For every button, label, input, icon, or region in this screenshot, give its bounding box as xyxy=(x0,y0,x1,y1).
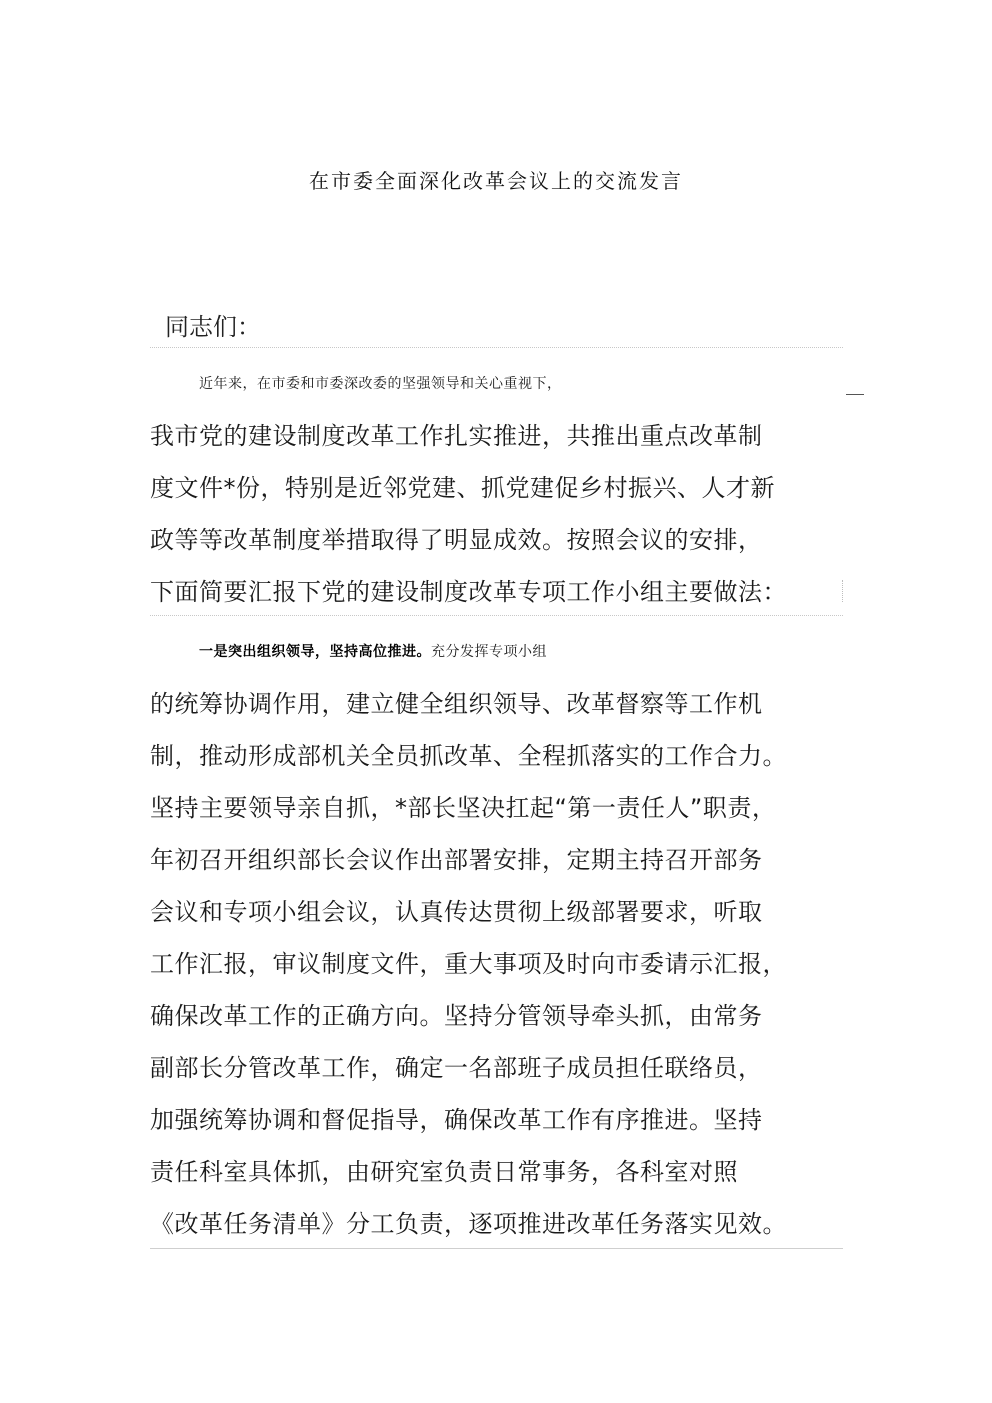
paragraph-2-line: 会议和专项小组会议，认真传达贯彻上级部署要求，听取 xyxy=(150,898,763,926)
paragraph-1-line: 政等等改革制度举措取得了明显成效。按照会议的安排， xyxy=(150,526,763,554)
paragraph-2-line: 坚持主要领导亲自抓，*部长坚决扛起“第一责任人”职责， xyxy=(150,794,777,822)
paragraph-1-line: 度文件*份，特别是近邻党建、抓党建促乡村振兴、人才新 xyxy=(150,474,775,502)
document-title: 在市委全面深化改革会议上的交流发言 xyxy=(309,169,683,193)
paragraph-1-line: 下面简要汇报下党的建设制度改革专项工作小组主要做法： xyxy=(150,578,787,606)
paragraph-2-lead: 一是突出组织领导，坚持高位推进。 xyxy=(199,644,431,660)
paragraph-2-line: 副部长分管改革工作，确定一名部班子成员担任联络员， xyxy=(150,1054,763,1082)
paragraph-1-line: 近年来，在市委和市委深改委的坚强领导和关心重视下， xyxy=(199,376,562,392)
paragraph-2-line: 确保改革工作的正确方向。坚持分管领导牵头抓，由常务 xyxy=(150,1002,763,1030)
paragraph-2-line: 工作汇报，审议制度文件，重大事项及时向市委请示汇报， xyxy=(150,950,787,978)
paragraph-2-line: 《改革任务清单》分工负责，逐项推进改革任务落实见效。 xyxy=(150,1210,787,1238)
paragraph-2-line: 责任科室具体抓，由研究室负责日常事务，各科室对照 xyxy=(150,1158,738,1186)
paragraph-1-line: 我市党的建设制度改革工作扎实推进，共推出重点改革制 xyxy=(150,422,763,450)
dotted-divider xyxy=(150,347,843,348)
paragraph-2-lead-rest: 充分发挥专项小组 xyxy=(431,644,547,660)
margin-tick xyxy=(842,580,843,602)
paragraph-2-line: 年初召开组织部长会议作出部署安排，定期主持召开部务 xyxy=(150,846,763,874)
greeting: 同志们： xyxy=(165,313,261,341)
dotted-divider xyxy=(150,615,843,616)
bottom-divider xyxy=(150,1248,843,1249)
paragraph-2-line: 制，推动形成部机关全员抓改革、全程抓落实的工作合力。 xyxy=(150,742,787,770)
paragraph-2-first-line xyxy=(199,632,899,672)
paragraph-2-line: 的统筹协调作用，建立健全组织领导、改革督察等工作机 xyxy=(150,690,763,718)
paragraph-2-line: 加强统筹协调和督促指导，确保改革工作有序推进。坚持 xyxy=(150,1106,763,1134)
underline-mark xyxy=(846,394,864,395)
